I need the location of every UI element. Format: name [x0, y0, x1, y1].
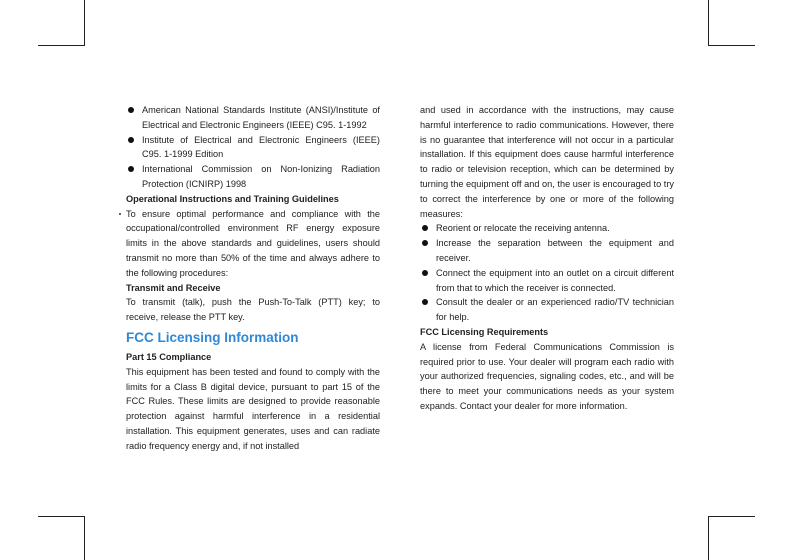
fcc-licensing-title: FCC Licensing Information [126, 329, 299, 345]
transmit-receive-heading: Transmit and Receive [126, 282, 221, 293]
crop-mark-bottom-left-v [84, 516, 85, 560]
part15-heading: Part 15 Compliance [126, 351, 212, 362]
standards-list [126, 103, 380, 192]
transmit-receive-text: To transmit (talk), push the Push-To-Talk (PTT) key; to receive, release the PTT key. [126, 297, 380, 323]
list-item [420, 266, 674, 296]
op-guidelines-heading: Operational Instructions and Training Guidelines [126, 193, 339, 204]
licensing-requirements-text: A license from Federal Communications Commission is required prior to use. Your dealer will program each radio with your authorized frequencies, signaling codes, etc., and will be there to meet your communications needs as your system expands. Contact your dealer for more information. [420, 341, 674, 411]
bullet-icon [128, 137, 134, 143]
left-column [126, 103, 380, 454]
crop-mark-bottom-right-h [708, 516, 755, 517]
interference-text: and used in accordance with the instructions, may cause harmful interference to radio communications. However, there is no guarantee that interference will not occur in a particular installation. If this equipment does cause harmful interference to radio or television reception, which can be determined by turning the equipment off and on, the user is encouraged to try to correct the interference by one or more of the following measures: [420, 105, 674, 219]
list-item [420, 221, 674, 236]
list-item [420, 236, 674, 266]
list-item-text: Institute of Electrical and Electronic Engineers (IEEE) C95. 1-1999 Edition [142, 134, 380, 160]
crop-mark-bottom-right-v [708, 516, 709, 560]
crop-mark-top-right-v [708, 0, 709, 46]
op-guidelines-text: To ensure optimal performance and compliance with the occupational/controlled environment RF energy exposure limits in the above standards and guidelines, users should transmit no more than 50% of the time and always adhere to the following procedures: [126, 208, 380, 278]
right-column [420, 103, 674, 414]
bullet-icon [128, 166, 134, 172]
crop-mark-top-left-h [38, 45, 85, 46]
list-item-text: Connect the equipment into an outlet on a circuit different from that to which the receiver is connected. [436, 267, 674, 293]
list-item-text: Consult the dealer or an experienced radio/TV technician for help. [436, 297, 674, 323]
bullet-icon [128, 107, 134, 113]
list-item-text: International Commission on Non-Ionizing Radiation Protection (ICNIRP) 1998 [142, 164, 380, 189]
bullet-icon [422, 299, 428, 305]
stray-dot [119, 213, 121, 215]
list-item [126, 162, 380, 192]
list-item [126, 103, 380, 133]
crop-mark-top-right-h [708, 45, 755, 46]
bullet-icon [422, 240, 428, 246]
list-item [420, 295, 674, 325]
list-item-text: Increase the separation between the equipment and receiver. [436, 238, 674, 263]
measures-list [420, 221, 674, 325]
list-item-text: Reorient or relocate the receiving antenna. [436, 223, 610, 234]
licensing-requirements-heading: FCC Licensing Requirements [420, 326, 549, 337]
part15-text: This equipment has been tested and found to comply with the limits for a Class B digital device, pursuant to part 15 of the FCC Rules. These limits are designed to provide reasonable protection against harmful interference in a residential installation. This equipment generates, uses and can radiate radio frequency energy and, if not installed [126, 366, 380, 451]
bullet-icon [422, 270, 428, 276]
crop-mark-top-left-v [84, 0, 85, 46]
list-item-text: American National Standards Institute (ANSI)/Institute of Electrical and Electronic Engineers (IEEE) C95. 1-1992 [142, 105, 380, 130]
bullet-icon [422, 225, 428, 231]
crop-mark-bottom-left-h [38, 516, 85, 517]
list-item [126, 133, 380, 163]
